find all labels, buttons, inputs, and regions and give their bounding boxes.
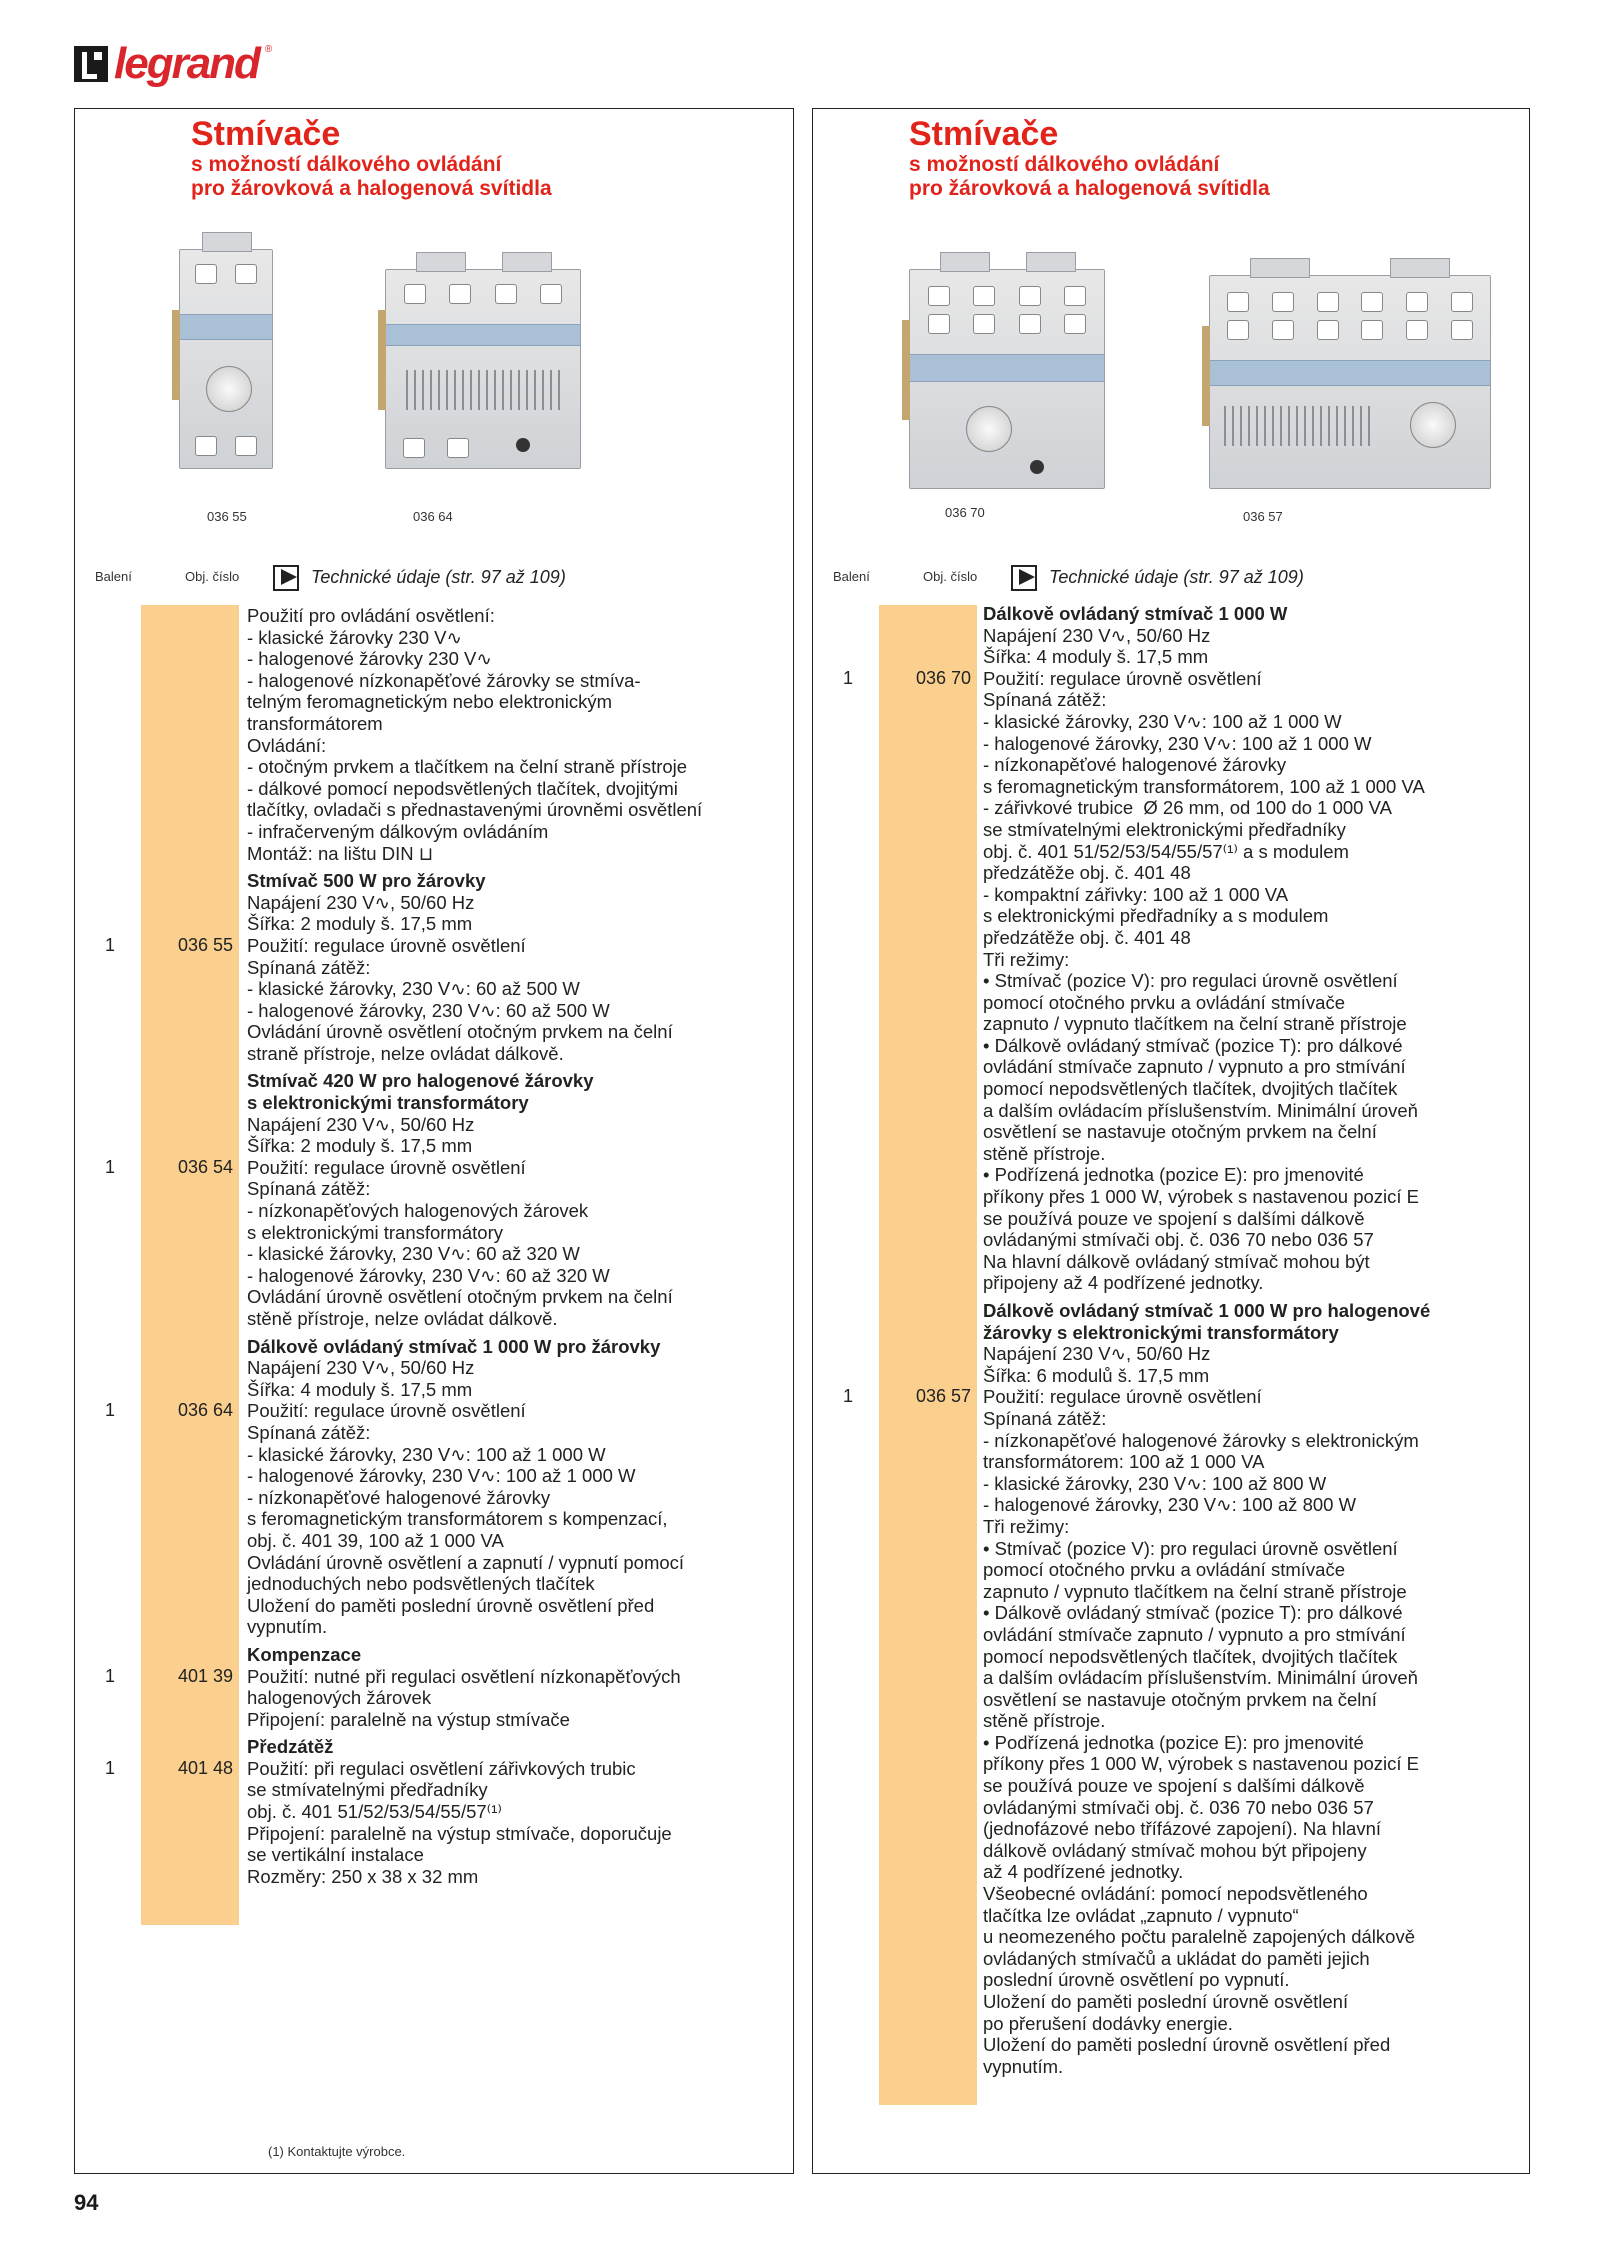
text-line: - nízkonapěťové halogenové žárovky xyxy=(983,754,1287,776)
text-line: osvětlení se nastavuje otočným prvkem na čelní xyxy=(983,1688,1377,1710)
text-line: Napájení 230 V∿, 50/60 Hz xyxy=(247,1113,475,1135)
text-line: - dálkové pomocí nepodsvětlených tlačítek, dvojitými xyxy=(247,777,678,799)
header-baleni: Balení xyxy=(833,569,870,584)
text-line: - kompaktní zářivky: 100 až 1 000 VA xyxy=(983,883,1289,905)
text-line: • Podřízená jednotka (pozice E): pro jmenovité xyxy=(983,1164,1364,1186)
text-line: u neomezeného počtu paralelně zapojených dálkově xyxy=(983,1926,1415,1948)
text-line: pomocí nepodsvětlených tlačítek, dvojitých tlačítek xyxy=(983,1078,1398,1100)
text-line: - halogenové žárovky, 230 V∿: 100 až 800 W xyxy=(983,1494,1357,1516)
text-line: obj. č. 401 51/52/53/54/55/57⁽¹⁾ a s modulem xyxy=(983,840,1349,862)
text-line: • Dálkově ovládaný stmívač (pozice T): pro dálkové xyxy=(983,1602,1403,1624)
text-line: - klasické žárovky 230 V∿ xyxy=(247,626,462,648)
text-line: Šířka: 4 moduly š. 17,5 mm xyxy=(247,1378,473,1400)
header-obj-cislo: Obj. číslo xyxy=(185,569,240,584)
order-code: 036 64 xyxy=(177,1400,233,1420)
text-line: pomocí nepodsvětlených tlačítek, dvojitých tlačítek xyxy=(983,1645,1398,1667)
text-line: Tři režimy: xyxy=(983,1515,1070,1537)
brand-name: legrand xyxy=(114,39,259,88)
text-line: Uložení do paměti poslední úrovně osvětlení xyxy=(983,1991,1349,2012)
text-line: Šířka: 4 moduly š. 17,5 mm xyxy=(983,646,1209,668)
text-line: Uložení do paměti poslední úrovně osvětlení před xyxy=(983,2034,1391,2056)
text-line: • Stmívač (pozice V): pro regulaci úrovně osvětlení xyxy=(983,1537,1398,1559)
quantity: 1 xyxy=(843,1386,854,1406)
text-line: pomocí otočného prvku a ovládání stmívače xyxy=(983,991,1345,1013)
text-line: ovládanými stmívači obj. č. 036 70 nebo 036 57 xyxy=(983,1229,1374,1251)
text-line: telným feromagnetickým nebo elektronickým xyxy=(247,691,613,713)
text-line: Rozměry: 250 x 38 x 32 mm xyxy=(247,1865,479,1887)
text-line: - klasické žárovky, 230 V∿: 100 až 800 W xyxy=(983,1472,1327,1494)
text-line: • Stmívač (pozice V): pro regulaci úrovně osvětlení xyxy=(983,970,1398,992)
arrow-right-icon xyxy=(273,565,303,589)
item-title: Dálkově ovládaný stmívač 1 000 W pro halogenové žárovky s elektronickými transformátory xyxy=(983,1300,1431,1343)
order-code: 036 70 xyxy=(915,668,971,688)
text-line: Na hlavní dálkově ovládaný stmívač mohou být xyxy=(983,1250,1370,1272)
header-tech-label: Technické údaje (str. 97 až 109) xyxy=(311,566,566,587)
right-title: Stmívače xyxy=(909,115,1059,153)
left-subtitle-2: pro žárovková a halogenová svítidla xyxy=(191,177,552,200)
left-column xyxy=(74,108,794,2174)
code-column-stripe xyxy=(141,605,239,1925)
text-line: - infračerveným dálkovým ovládáním xyxy=(247,820,549,842)
order-code: 036 57 xyxy=(915,1386,971,1406)
text-line: Použití pro ovládání osvětlení: xyxy=(247,605,495,626)
left-title-block xyxy=(191,115,552,201)
text-line: Šířka: 2 moduly š. 17,5 mm xyxy=(247,1135,473,1157)
text-line: Použití: při regulaci osvětlení zářivkových trubic xyxy=(247,1757,636,1779)
quantity: 1 xyxy=(105,1400,116,1420)
header-tech-link[interactable] xyxy=(1011,565,1304,589)
text-line: (jednofázové nebo třífázové zapojení). Na hlavní xyxy=(983,1818,1381,1840)
text-line: osvětlení se nastavuje otočným prvkem na čelní xyxy=(983,1121,1377,1143)
text-line: Montáž: na lištu DIN ⊔ xyxy=(247,842,434,864)
text-line: - halogenové žárovky, 230 V∿: 100 až 1 000 W xyxy=(983,732,1372,754)
text-line: Spínaná zátěž: xyxy=(983,1407,1107,1429)
text-line: s feromagnetickým transformátorem, 100 až 1 000 VA xyxy=(983,775,1425,797)
right-title-block xyxy=(909,115,1270,201)
text-line: - otočným prvkem a tlačítkem na čelní straně přístroje xyxy=(247,756,688,778)
text-line: - halogenové žárovky, 230 V∿: 60 až 500 W xyxy=(247,999,610,1021)
text-line: - nízkonapěťové halogenové žárovky s elektronickým xyxy=(983,1429,1419,1451)
right-subtitle-1: s možností dálkového ovládání xyxy=(909,153,1220,176)
text-line: Všeobecné ovládání: pomocí nepodsvětleného xyxy=(983,1883,1368,1905)
text-line: transformátorem xyxy=(247,712,383,734)
legrand-logo xyxy=(74,40,272,88)
text-line: Ovládání úrovně osvětlení a zapnutí / vypnutí pomocí xyxy=(247,1551,685,1573)
product-image-03664 xyxy=(385,269,581,469)
text-line: zapnuto / vypnuto tlačítkem na čelní straně přístroje xyxy=(983,1013,1407,1035)
text-line: - klasické žárovky, 230 V∿: 100 až 1 000 W xyxy=(247,1443,606,1465)
text-line: - nízkonapěťových halogenových žárovek xyxy=(247,1200,589,1222)
header-obj-cislo: Obj. číslo xyxy=(923,569,978,584)
registered-icon: ® xyxy=(264,44,273,55)
text-line: stěně přístroje. xyxy=(983,1142,1106,1164)
text-line: tlačítky, ovladači s přednastavenými úrovněmi osvětlení xyxy=(247,799,703,821)
text-line: Spínaná zátěž: xyxy=(247,1178,371,1200)
text-line: halogenových žárovek xyxy=(247,1687,432,1709)
legrand-logo-icon xyxy=(74,46,108,82)
right-subtitle-2: pro žárovková a halogenová svítidla xyxy=(909,177,1270,200)
text-line: obj. č. 401 39, 100 až 1 000 VA xyxy=(247,1529,504,1551)
text-line: stěně přístroje, nelze ovládat dálkově. xyxy=(247,1308,558,1329)
text-line: až 4 podřízené jednotky. xyxy=(983,1861,1184,1883)
text-line: vypnutím. xyxy=(247,1616,328,1638)
text-line: Spínaná zátěž: xyxy=(247,956,371,978)
item-title: Dálkově ovládaný stmívač 1 000 W pro žárovky xyxy=(247,1335,661,1357)
quantity: 1 xyxy=(105,1758,116,1778)
product-label: 036 55 xyxy=(207,509,247,524)
order-code: 401 39 xyxy=(177,1666,233,1686)
text-line: příkony přes 1 000 W, výrobek s nastavenou pozicí E xyxy=(983,1753,1420,1775)
item-title: Kompenzace xyxy=(247,1643,362,1665)
page-number: 94 xyxy=(74,2190,99,2215)
text-line: Připojení: paralelně na výstup stmívače, doporučuje xyxy=(247,1822,672,1844)
text-line: se stmívatelnými elektronickými předřadníky xyxy=(983,818,1346,840)
left-title: Stmívače xyxy=(191,115,341,153)
text-line: Napájení 230 V∿, 50/60 Hz xyxy=(983,624,1211,646)
text-line: - zářivkové trubice Ø 26 mm, od 100 do 1 000 VA xyxy=(983,797,1392,819)
product-label: 036 57 xyxy=(1243,509,1283,524)
text-line: - klasické žárovky, 230 V∿: 60 až 320 W xyxy=(247,1243,580,1265)
quantity: 1 xyxy=(105,1666,116,1686)
text-line: ovládaných stmívačů a ukládat do paměti jejich xyxy=(983,1947,1370,1969)
order-code: 401 48 xyxy=(177,1758,233,1778)
footnote: (1) Kontaktujte výrobce. xyxy=(268,2144,406,2159)
text-line: Napájení 230 V∿, 50/60 Hz xyxy=(983,1343,1211,1365)
item-title: Stmívač 500 W pro žárovky xyxy=(247,870,486,892)
header-tech-label: Technické údaje (str. 97 až 109) xyxy=(1049,566,1304,587)
text-line: dálkově ovládaný stmívač mohou být připojeny xyxy=(983,1839,1367,1861)
text-line: - halogenové žárovky, 230 V∿: 60 až 320 W xyxy=(247,1264,610,1286)
text-line: s elektronickými předřadníky a s modulem xyxy=(983,905,1329,927)
text-line: se používá pouze ve spojení s dalšími dálkově xyxy=(983,1775,1365,1797)
text-line: Spínaná zátěž: xyxy=(983,689,1107,711)
text-line: vypnutím. xyxy=(983,2055,1064,2077)
header-baleni: Balení xyxy=(95,569,132,584)
text-line: pomocí otočného prvku a ovládání stmívače xyxy=(983,1559,1345,1581)
text-line: Šířka: 2 moduly š. 17,5 mm xyxy=(247,913,473,935)
text-line: - halogenové nízkonapěťové žárovky se stmíva- xyxy=(247,669,641,691)
text-line: poslední úrovně osvětlení po vypnutí. xyxy=(983,1969,1290,1991)
text-line: - klasické žárovky, 230 V∿: 100 až 1 000 W xyxy=(983,710,1342,732)
text-line: - halogenové žárovky 230 V∿ xyxy=(247,648,492,670)
text-line: Uložení do paměti poslední úrovně osvětlení před xyxy=(247,1594,655,1616)
left-text-block xyxy=(247,605,777,1887)
item-title: Dálkově ovládaný stmívač 1 000 W xyxy=(983,603,1288,624)
header-tech-link[interactable] xyxy=(273,565,566,589)
text-line: Použití: regulace úrovně osvětlení xyxy=(247,1156,526,1178)
text-line: - halogenové žárovky, 230 V∿: 100 až 1 000 W xyxy=(247,1465,636,1487)
product-image-03655 xyxy=(179,249,273,469)
text-line: obj. č. 401 51/52/53/54/55/57⁽¹⁾ xyxy=(247,1801,502,1823)
text-line: ovládání stmívače zapnuto / vypnuto a pro stmívání xyxy=(983,1056,1406,1078)
text-line: Použití: regulace úrovně osvětlení xyxy=(983,667,1262,689)
text-line: a dalším ovládacím příslušenstvím. Minimální úroveň xyxy=(983,1099,1418,1121)
text-line: Připojení: paralelně na výstup stmívače xyxy=(247,1708,570,1730)
left-subtitle-1: s možností dálkového ovládání xyxy=(191,153,502,176)
product-image-03670 xyxy=(909,269,1105,489)
text-line: • Podřízená jednotka (pozice E): pro jmenovité xyxy=(983,1731,1364,1753)
text-line: transformátorem: 100 až 1 000 VA xyxy=(983,1451,1265,1473)
product-label: 036 64 xyxy=(413,509,453,524)
text-line: - klasické žárovky, 230 V∿: 60 až 500 W xyxy=(247,978,580,1000)
text-line: předzátěže obj. č. 401 48 xyxy=(983,862,1191,884)
text-line: Ovládání úrovně osvětlení otočným prvkem na čelní xyxy=(247,1286,673,1308)
text-line: s feromagnetickým transformátorem s kompenzací, xyxy=(247,1508,668,1530)
text-line: Použití: regulace úrovně osvětlení xyxy=(247,1400,526,1422)
text-line: ovládání stmívače zapnuto / vypnuto a pro stmívání xyxy=(983,1623,1406,1645)
text-line: se vertikální instalace xyxy=(247,1844,424,1866)
product-image-03657 xyxy=(1209,275,1491,489)
product-label: 036 70 xyxy=(945,505,985,520)
order-code: 036 55 xyxy=(177,935,233,955)
text-line: Ovládání úrovně osvětlení otočným prvkem na čelní xyxy=(247,1021,673,1043)
text-line: • Dálkově ovládaný stmívač (pozice T): pro dálkové xyxy=(983,1034,1403,1056)
text-line: Spínaná zátěž: xyxy=(247,1421,371,1443)
code-column-stripe xyxy=(879,605,977,2105)
text-line: Použití: regulace úrovně osvětlení xyxy=(247,934,526,956)
text-line: stěně přístroje. xyxy=(983,1710,1106,1732)
text-line: Napájení 230 V∿, 50/60 Hz xyxy=(247,1357,475,1379)
text-line: - nízkonapěťové halogenové žárovky xyxy=(247,1486,551,1508)
text-line: s elektronickými transformátory xyxy=(247,1221,503,1243)
text-line: připojeny až 4 podřízené jednotky. xyxy=(983,1272,1264,1294)
text-line: a dalším ovládacím příslušenstvím. Minimální úroveň xyxy=(983,1667,1418,1689)
right-text-block xyxy=(983,603,1517,2077)
text-line: tlačítka lze ovládat „zapnuto / vypnuto“ xyxy=(983,1904,1299,1926)
quantity: 1 xyxy=(105,935,116,955)
text-line: zapnuto / vypnuto tlačítkem na čelní straně přístroje xyxy=(983,1580,1407,1602)
text-line: příkony přes 1 000 W, výrobek s nastavenou pozicí E xyxy=(983,1186,1420,1208)
text-line: se používá pouze ve spojení s dalšími dálkově xyxy=(983,1207,1365,1229)
quantity: 1 xyxy=(843,668,854,688)
text-line: Šířka: 6 modulů š. 17,5 mm xyxy=(983,1364,1210,1386)
text-line: Použití: regulace úrovně osvětlení xyxy=(983,1386,1262,1408)
item-title: Stmívač 420 W pro halogenové žárovky s elektronickými transformátory xyxy=(247,1070,594,1114)
text-line: se stmívatelnými předřadníky xyxy=(247,1779,488,1801)
right-column xyxy=(812,108,1530,2174)
text-line: Tři režimy: xyxy=(983,948,1070,970)
text-line: předzátěže obj. č. 401 48 xyxy=(983,926,1191,948)
text-line: ovládanými stmívači obj. č. 036 70 nebo 036 57 xyxy=(983,1796,1374,1818)
text-line: Ovládání: xyxy=(247,734,327,756)
arrow-right-icon xyxy=(1011,565,1041,589)
order-code: 036 54 xyxy=(177,1157,233,1177)
text-line: jednoduchých nebo podsvětlených tlačítek xyxy=(247,1573,595,1595)
text-line: straně přístroje, nelze ovládat dálkově. xyxy=(247,1042,564,1064)
text-line: Použití: nutné při regulaci osvětlení nízkonapěťových xyxy=(247,1665,681,1687)
text-line: po přerušení dodávky energie. xyxy=(983,2012,1233,2034)
quantity: 1 xyxy=(105,1157,116,1177)
item-title: Předzátěž xyxy=(247,1736,334,1758)
text-line: Napájení 230 V∿, 50/60 Hz xyxy=(247,891,475,913)
